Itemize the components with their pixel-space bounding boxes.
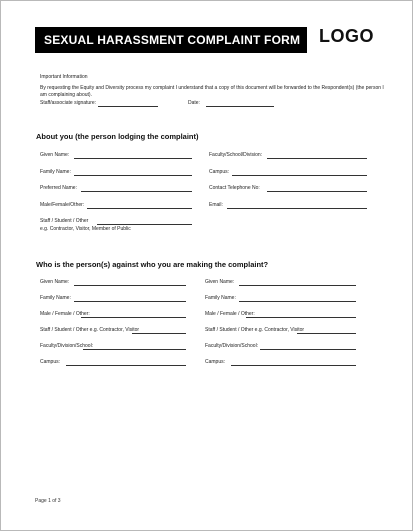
about-campus-label: Campus: bbox=[209, 169, 230, 175]
against-left-faculty-label: Faculty/Division/School: bbox=[40, 343, 94, 349]
about-heading: About you (the person lodging the complaint) bbox=[36, 132, 199, 141]
signature-label: Staff/associate signature: bbox=[40, 100, 97, 106]
important-text: By requesting the Equity and Diversity process my complaint I understand that a copy of this document will be forwarded to the Respondent(s) (the person I am complaining about). bbox=[40, 85, 384, 98]
against-left-faculty-line[interactable] bbox=[83, 344, 186, 350]
about-email-line[interactable] bbox=[227, 203, 367, 209]
about-family-name-line[interactable] bbox=[74, 170, 192, 176]
about-campus-line[interactable] bbox=[232, 170, 367, 176]
against-right-faculty-line[interactable] bbox=[260, 344, 356, 350]
against-left-given-name-label: Given Name: bbox=[40, 279, 70, 285]
against-right-faculty-label: Faculty/Division/School: bbox=[205, 343, 259, 349]
signature-line[interactable] bbox=[98, 101, 158, 107]
against-left-campus-label: Campus: bbox=[40, 359, 61, 365]
against-right-gender-line[interactable] bbox=[246, 312, 356, 318]
about-gender-label: Male/Female/Other: bbox=[40, 202, 85, 208]
about-preferred-name-line[interactable] bbox=[81, 186, 192, 192]
form-title: SEXUAL HARASSMENT COMPLAINT FORM bbox=[35, 27, 307, 53]
against-right-role-label: Staff / Student / Other e.g. Contractor, Visitor bbox=[205, 327, 305, 333]
against-left-family-name-line[interactable] bbox=[74, 296, 186, 302]
against-right-campus-label: Campus: bbox=[205, 359, 226, 365]
about-role-line[interactable] bbox=[97, 219, 192, 225]
against-left-gender-line[interactable] bbox=[81, 312, 186, 318]
date-line[interactable] bbox=[206, 101, 274, 107]
against-right-family-name-label: Family Name: bbox=[205, 295, 236, 301]
about-gender-line[interactable] bbox=[87, 203, 192, 209]
about-family-name-label: Family Name: bbox=[40, 169, 71, 175]
against-right-role-line[interactable] bbox=[297, 328, 356, 334]
about-faculty-line[interactable] bbox=[267, 153, 367, 159]
against-right-given-name-line[interactable] bbox=[239, 280, 356, 286]
logo-text: LOGO bbox=[319, 26, 374, 46]
against-left-given-name-line[interactable] bbox=[74, 280, 186, 286]
against-right-family-name-line[interactable] bbox=[239, 296, 356, 302]
about-email-label: Email: bbox=[209, 202, 223, 208]
about-faculty-label: Faculty/School/Division: bbox=[209, 152, 263, 158]
against-right-given-name-label: Given Name: bbox=[205, 279, 235, 285]
about-given-name-label: Given Name: bbox=[40, 152, 70, 158]
against-left-role-label: Staff / Student / Other e.g. Contractor, Visitor bbox=[40, 327, 140, 333]
against-right-campus-line[interactable] bbox=[231, 360, 356, 366]
about-role-label: Staff / Student / Other bbox=[40, 218, 89, 224]
important-heading: Important Information bbox=[40, 74, 88, 80]
against-right-gender-label: Male / Female / Other: bbox=[205, 311, 255, 317]
against-left-family-name-label: Family Name: bbox=[40, 295, 71, 301]
about-preferred-name-label: Preferred Name: bbox=[40, 185, 77, 191]
page-number: Page 1 of 3 bbox=[35, 498, 61, 504]
about-phone-label: Contact Telephone No: bbox=[209, 185, 260, 191]
against-heading: Who is the person(s) against who you are making the complaint? bbox=[36, 260, 269, 269]
against-left-role-line[interactable] bbox=[132, 328, 186, 334]
about-given-name-line[interactable] bbox=[74, 153, 192, 159]
about-role-note: e.g. Contractor, Visitor, Member of Public bbox=[40, 226, 131, 232]
date-label: Date: bbox=[188, 100, 200, 106]
against-left-gender-label: Male / Female / Other: bbox=[40, 311, 90, 317]
against-left-campus-line[interactable] bbox=[66, 360, 186, 366]
about-phone-line[interactable] bbox=[267, 186, 367, 192]
